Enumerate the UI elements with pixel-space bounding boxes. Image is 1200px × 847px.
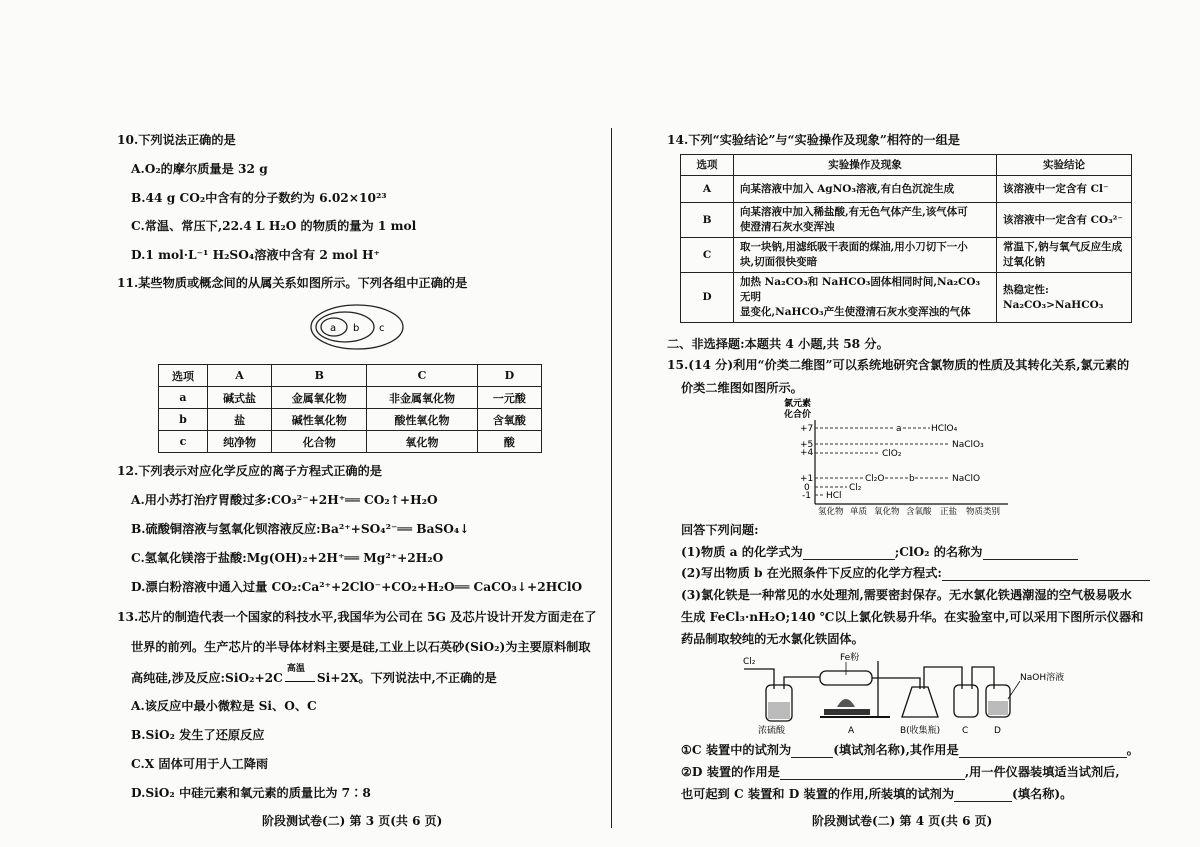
chart-point-b: b [909, 474, 915, 484]
table-row [681, 273, 1132, 323]
answer-blank-a-formula[interactable] [803, 547, 895, 560]
page-divider [611, 128, 612, 828]
chart-point-hcl: HCl [826, 491, 842, 501]
q15-part1 [681, 544, 1078, 560]
table-cell [734, 176, 997, 203]
table-cell [734, 203, 997, 238]
chart-ytick: +5 [800, 440, 814, 450]
table-header-cell: A [207, 365, 271, 387]
ellipse-label-b: b [353, 323, 360, 334]
q14-stem: 14.下列“实验结论”与“实验操作及现象”相符的一组是 [667, 133, 960, 147]
table-cell: 氧化物 [367, 431, 477, 453]
q13-stem-line1: 13.芯片的制造代表一个国家的科技水平,我国华为公司在 5G 及芯片设计开发方面走在了 [117, 610, 597, 624]
q15-sub1 [681, 742, 1139, 758]
cell-line: 取一块钠,用滤纸吸干表面的煤油,用小刀切下一小 [740, 241, 968, 253]
chart-xcat: 单质 [850, 507, 868, 517]
table-cell: 碱性氧化物 [272, 409, 367, 431]
chart-point-naclo3: NaClO₃ [952, 440, 984, 450]
cell-line: 向某溶液中加入稀盐酸,有无色气体产生,该气体可 [740, 206, 968, 218]
apparatus-label-c: C [962, 726, 969, 736]
chart-ytick: +7 [800, 424, 814, 434]
q15-part3-line3: 药品制取较纯的无水氯化铁固体。 [681, 632, 864, 646]
chart-xcat: 含氧酸 [906, 507, 932, 517]
table-cell [997, 238, 1132, 273]
table-cell [997, 273, 1132, 323]
table-header-cell: 实验结论 [997, 155, 1132, 176]
q13-reaction-left: 高纯硅,涉及反应:SiO₂+2C [131, 671, 283, 685]
q15-valence-class-chart [770, 396, 1040, 518]
q12-option-b: B.硫酸铜溶液与氢氧化钡溶液反应:Ba²⁺+SO₄²⁻══ BaSO₄↓ [131, 522, 470, 536]
chart-ylabel-2: 化合价 [784, 410, 812, 420]
q15-sub1-b: (填试剂名称),其作用是 [833, 743, 959, 757]
q11-stem: 11.某些物质或概念间的从属关系如图所示。下列各组中正确的是 [117, 276, 468, 290]
table-cell [997, 176, 1132, 203]
cell-line: 显变化,NaHCO₃产生使澄清石灰水变浑浊的气体 [740, 306, 971, 318]
q15-sub1-a: ①C 装置中的试剂为 [681, 743, 792, 757]
answer-blank-c-reagent[interactable] [791, 745, 833, 758]
q15-sub1-c: 。 [1126, 743, 1139, 757]
table-cell: 非金属氧化物 [367, 387, 477, 409]
q10-option-d: D.1 mol·L⁻¹ H₂SO₄溶液中含有 2 mol H⁺ [131, 248, 380, 262]
q15-sub3-b: (填名称)。 [1012, 787, 1073, 801]
table-cell: B [681, 203, 734, 238]
apparatus-burner-flame [837, 699, 855, 707]
table-header-cell: 选项 [681, 155, 734, 176]
cell-line: Na₂CO₃>NaHCO₃ [1003, 298, 1104, 311]
chart-xcat: 物质类别 [966, 507, 1001, 517]
apparatus-bottle-c [954, 685, 978, 717]
table-cell: A [681, 176, 734, 203]
cell-line: 加热 Na₂CO₃和 NaHCO₃固体相同时间,Na₂CO₃无明 [740, 276, 981, 303]
chart-ytick: +4 [800, 448, 814, 458]
cell-line: 该溶液中一定含有 Cl⁻ [1003, 182, 1109, 195]
ellipse-label-c: c [379, 323, 385, 334]
q12-option-a: A.用小苏打治疗胃酸过多:CO₃²⁻+2H⁺══ CO₂↑+H₂O [131, 493, 438, 507]
chart-ytick: 0 [804, 483, 810, 493]
apparatus-collection-flask [902, 687, 938, 717]
section-2-heading: 二、非选择题:本题共 4 小题,共 58 分。 [667, 337, 889, 351]
table-cell: b [159, 409, 208, 431]
chart-point-hclo4: HClO₄ [931, 424, 958, 434]
cell-line: 热稳定性: [1003, 283, 1049, 296]
apparatus-acid-label: 浓硫酸 [758, 726, 786, 736]
table-cell [734, 238, 997, 273]
apparatus-inlet-tube [744, 669, 774, 689]
table-cell: c [159, 431, 208, 453]
q15-part2-text: (2)写出物质 b 在光照条件下反应的化学方程式: [681, 566, 942, 580]
q13-option-c: C.X 固体可用于人工降雨 [131, 757, 269, 771]
q15-sub3 [681, 786, 1072, 802]
chart-point-clo2: ClO₂ [882, 449, 902, 459]
apparatus-naoh-liquid [988, 701, 1008, 715]
q13-reaction-condition: 高温 [286, 664, 305, 674]
table-cell: 酸 [477, 431, 541, 453]
q12-stem: 12.下列表示对应化学反应的离子方程式正确的是 [117, 464, 382, 478]
table-row [159, 431, 542, 453]
q13-option-a: A.该反应中最小微粒是 Si、O、C [131, 699, 317, 713]
q13-stem-line3 [131, 664, 497, 686]
q15-sub2-a: ②D 装置的作用是 [681, 765, 780, 779]
q15-answer-intro: 回答下列问题: [681, 523, 759, 537]
chart-xcat: 氧化物 [874, 507, 900, 517]
table-header-cell: 选项 [159, 365, 208, 387]
apparatus-burner-base [824, 709, 870, 715]
cell-line: 常温下,钠与氧气反应生成 [1003, 241, 1123, 253]
apparatus-naoh-label: NaOH溶液 [1020, 673, 1065, 683]
table-row [681, 203, 1132, 238]
chart-ytick: +1 [800, 474, 814, 484]
table-row [159, 409, 542, 431]
q15-sub2 [681, 764, 1120, 780]
chart-point-naclo: NaClO [952, 474, 981, 484]
table-header-row [159, 365, 542, 387]
table-cell: 酸性氧化物 [367, 409, 477, 431]
chart-ytick: -1 [802, 491, 811, 501]
left-page-footer: 阶段测试卷(二) 第 3 页(共 6 页) [262, 814, 443, 828]
q10-option-b: B.44 g CO₂中含有的分子数约为 6.02×10²³ [131, 191, 387, 205]
table-cell: 一元酸 [477, 387, 541, 409]
table-header-cell: B [272, 365, 367, 387]
chart-dashed-guides [815, 428, 950, 495]
apparatus-label-d: D [994, 726, 1001, 736]
q15-stem-line1: 15.(14 分)利用“价类二维图”可以系统地研究含氯物质的性质及其转化关系,氯元素的 [667, 358, 1130, 372]
answer-blank-d-purpose[interactable] [780, 767, 965, 780]
q13-reaction-right: Si+2X。下列说法中,不正确的是 [316, 671, 497, 685]
q15-part3-line2: 生成 FeCl₃·nH₂O;140 ℃以上氯化铁易升华。在实验室中,可以采用下图所示仪器和 [681, 610, 1144, 624]
q15-stem-line2: 价类二维图如图所示。 [681, 381, 803, 395]
q15-part2 [681, 565, 1150, 581]
table-cell: C [681, 238, 734, 273]
table-row [681, 238, 1132, 273]
cell-line: 使澄清石灰水变浑浊 [740, 221, 835, 233]
table-header-row [681, 155, 1132, 176]
apparatus-cl2-label: Cl₂ [743, 657, 756, 667]
q15-part1-b: ;ClO₂ 的名称为 [894, 545, 983, 559]
table-header-cell: C [367, 365, 477, 387]
table-row [159, 387, 542, 409]
answer-blank-clo2-name[interactable] [983, 547, 1078, 560]
table-cell: 含氧酸 [477, 409, 541, 431]
ellipse-label-a: a [330, 323, 337, 334]
q15-sub3-a: 也可起到 C 装置和 D 装置的作用,所装填的试剂为 [681, 787, 955, 801]
table-header-cell: D [477, 365, 541, 387]
answer-blank-c-purpose[interactable] [959, 745, 1127, 758]
chart-point-cl2o: Cl₂O [865, 474, 885, 484]
apparatus-label-b: B(收集瓶) [900, 726, 941, 736]
table-cell [997, 203, 1132, 238]
table-cell: 碱式盐 [207, 387, 271, 409]
q12-option-d: D.漂白粉溶液中通入过量 CO₂:Ca²⁺+2ClO⁻+CO₂+H₂O══ CaCO₃↓+2HClO [131, 580, 583, 594]
chart-point-a: a [896, 424, 902, 434]
q10-option-a: A.O₂的摩尔质量是 32 g [131, 162, 268, 176]
cell-line: 向某溶液中加入 AgNO₃溶液,有白色沉淀生成 [740, 182, 955, 195]
q15-part3-line1: (3)氯化铁是一种常见的水处理剂,需要密封保存。无水氯化铁遇潮湿的空气极易吸水 [681, 588, 1132, 602]
table-cell: 化合物 [272, 431, 367, 453]
right-page-footer: 阶段测试卷(二) 第 4 页(共 6 页) [812, 814, 993, 828]
q15-part1-a: (1)物质 a 的化学式为 [681, 545, 803, 559]
apparatus-tube-1 [784, 677, 820, 689]
table-cell: D [681, 273, 734, 323]
answer-blank-b-equation[interactable] [942, 568, 1150, 581]
q13-reaction-arrow [283, 664, 317, 686]
q10-option-c: C.常温、常压下,22.4 L H₂O 的物质的量为 1 mol [131, 219, 417, 233]
q15-apparatus-diagram [740, 647, 1080, 737]
cell-line: 块,切面很快变暗 [740, 256, 818, 268]
chart-ylabel-1: 氯元素 [784, 399, 812, 409]
q15-sub2-b: ,用一件仪器装填适当试剂后, [964, 765, 1120, 779]
table-cell: 纯净物 [207, 431, 271, 453]
apparatus-fe-label: Fe粉 [840, 653, 860, 663]
q14-table [680, 154, 1132, 323]
chart-xcat: 氢化物 [818, 507, 844, 517]
table-cell: 盐 [207, 409, 271, 431]
q10-stem: 10.下列说法正确的是 [117, 133, 236, 147]
table-header-cell: 实验操作及现象 [734, 155, 997, 176]
chart-point-cl2: Cl₂ [849, 483, 862, 493]
q13-option-d: D.SiO₂ 中硅元素和氧元素的质量比为 7∶8 [131, 786, 371, 800]
q11-ellipse-diagram [308, 302, 406, 352]
apparatus-label-a: A [848, 726, 855, 736]
q11-table [158, 364, 542, 453]
table-cell [734, 273, 997, 323]
chart-xcat: 正盐 [940, 507, 958, 517]
answer-blank-reagent-name[interactable] [954, 789, 1012, 802]
table-cell: a [159, 387, 208, 409]
ellipse-b [316, 312, 374, 342]
q12-option-c: C.氢氧化镁溶于盐酸:Mg(OH)₂+2H⁺══ Mg²⁺+2H₂O [131, 551, 444, 565]
table-row [681, 176, 1132, 203]
cell-line: 过氧化钠 [1003, 256, 1045, 268]
cell-line: 该溶液中一定含有 CO₃²⁻ [1003, 213, 1123, 226]
q13-option-b: B.SiO₂ 发生了还原反应 [131, 728, 265, 742]
apparatus-acid-liquid [768, 702, 790, 719]
table-cell: 金属氧化物 [272, 387, 367, 409]
q13-stem-line2: 世界的前列。生产芯片的半导体材料主要是硅,工业上以石英砂(SiO₂)为主要原料制取 [131, 640, 591, 654]
